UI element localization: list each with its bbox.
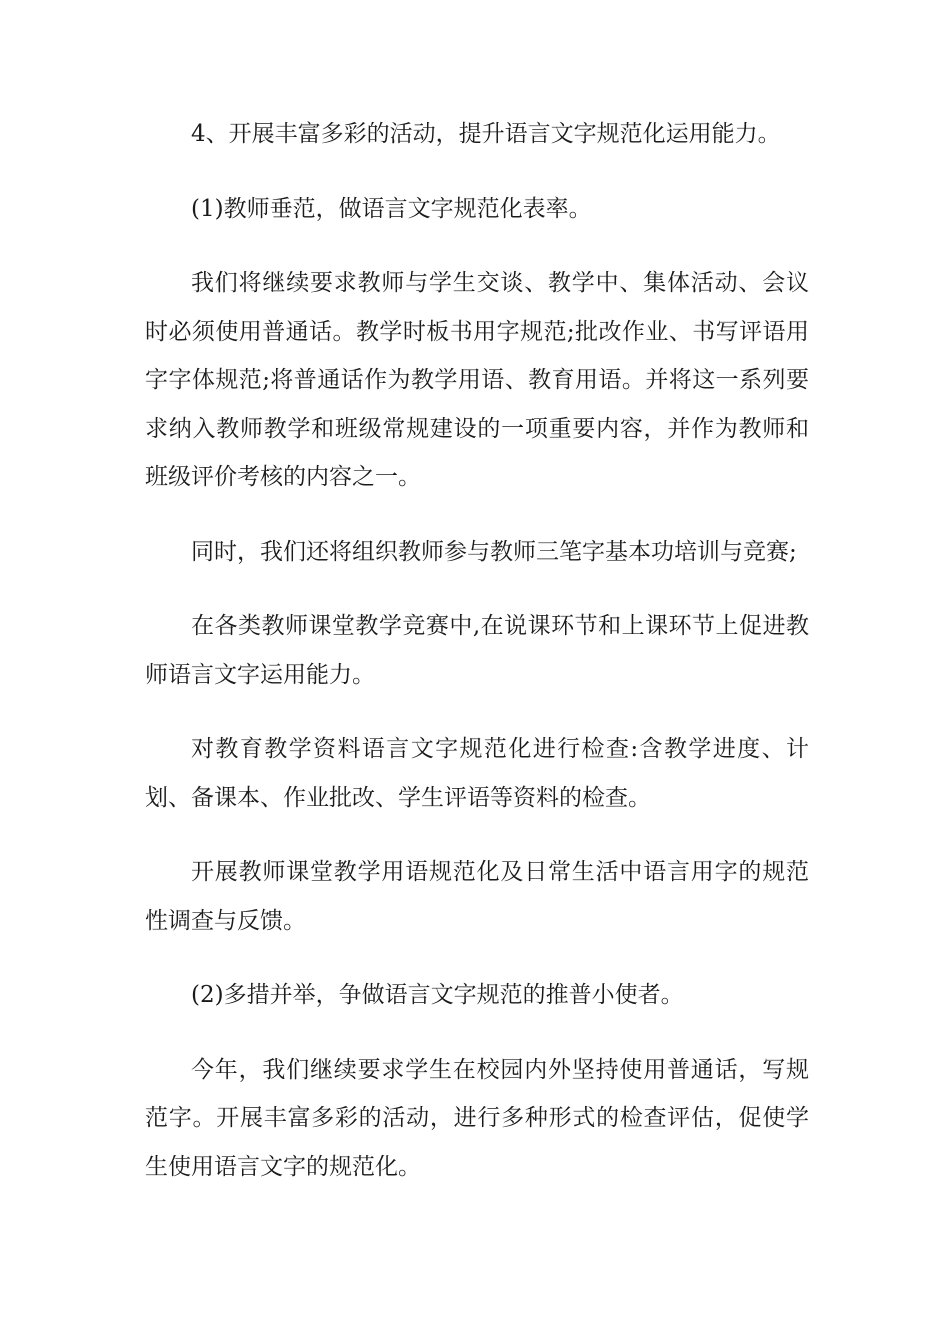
body-paragraph: 对教育教学资料语言文字规范化进行检查:含教学进度、计划、备课本、作业批改、学生评语等资料的检查。: [145, 736, 809, 811]
body-paragraph: 今年，我们继续要求学生在校园内外坚持使用普通话，写规范字。开展丰富多彩的活动，进行多种形式的检查评估，促使学生使用语言文字的规范化。: [145, 1056, 809, 1180]
body-paragraph: 开展教师课堂教学用语规范化及日常生活中语言用字的规范性调查与反馈。: [145, 859, 809, 934]
subsection-heading: (2)多措并举，争做语言文字规范的推普小使者。: [191, 982, 684, 1008]
body-paragraph: 同时，我们还将组织教师参与教师三笔字基本功培训与竞赛;: [191, 538, 797, 565]
subsection-heading: (1)教师垂范，做语言文字规范化表率。: [191, 195, 592, 222]
document-page: [145, 110, 809, 1191]
body-paragraph: 在各类教师课堂教学竞赛中,在说课环节和上课环节上促进教师语言文字运用能力。: [145, 613, 809, 688]
section-heading: 4、开展丰富多彩的活动，提升语言文字规范化运用能力。: [191, 121, 781, 147]
body-paragraph: 我们将继续要求教师与学生交谈、教学中、集体活动、会议时必须使用普通话。教学时板书用字规范;批改作业、书写评语用字字体规范;将普通话作为教学用语、教育用语。并将这一系列要求纳入教师教学和班级常规建设的一项重要内容，并作为教师和班级评价考核的内容之一。: [145, 270, 809, 490]
